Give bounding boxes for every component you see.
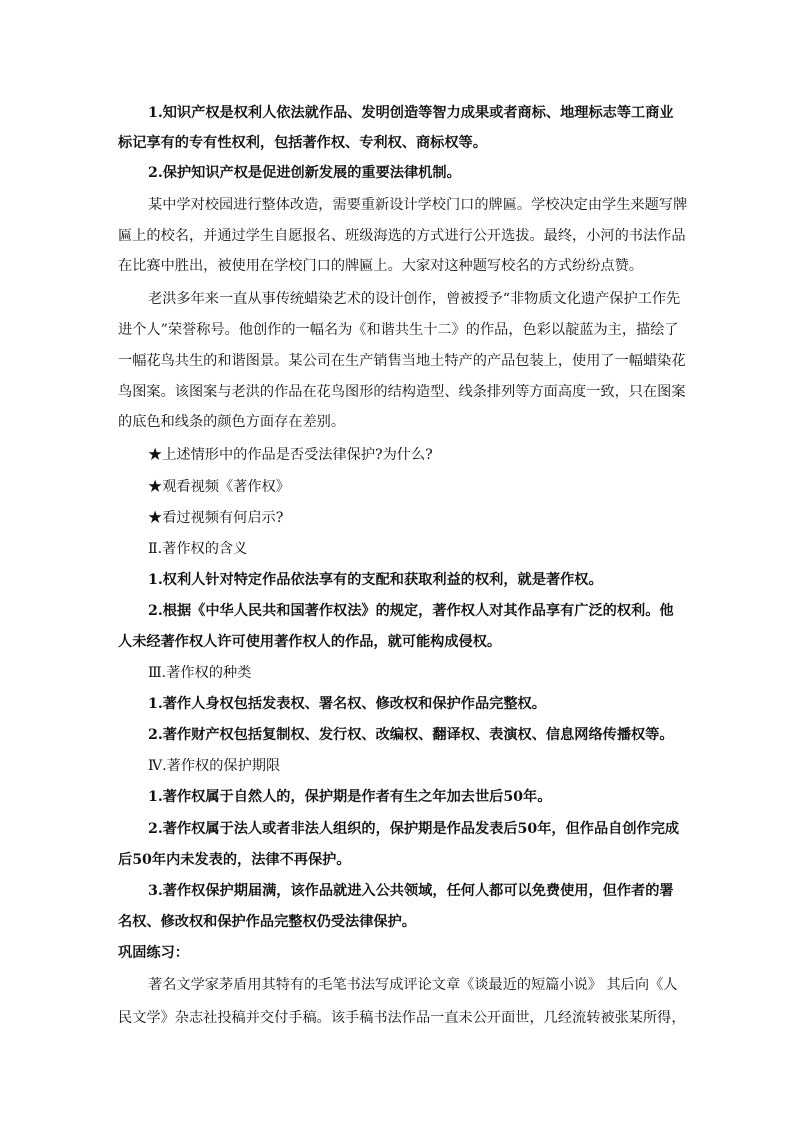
paragraph-line: 进个人”荣誉称号。他创作的一幅名为《和谐共生十二》的作品，色彩以靛蓝为主，描绘了 — [118, 322, 679, 338]
section-heading: Ⅳ.著作权的保护期限 — [148, 758, 281, 774]
paragraph-line: 标记享有的专有性权利，包括著作权、专利权、商标权等。 — [118, 135, 487, 151]
section-heading: Ⅱ.著作权的含义 — [148, 541, 248, 557]
paragraph-line: 名权、修改权和保护作品完整权仍受法律保护。 — [118, 914, 416, 930]
paragraph-line: 的底色和线条的颜色方面存在差别。 — [118, 414, 346, 430]
paragraph-line: 3.著作权保护期届满，该作品就进入公共领域，任何人都可以免费使用，但作者的署 — [148, 883, 674, 899]
section-heading: Ⅲ.著作权的种类 — [148, 665, 252, 681]
paragraph-line: 2.著作财产权包括复制权、发行权、改编权、翻译权、表演权、信息网络传播权等。 — [148, 727, 674, 743]
practice-heading: 巩固练习： — [118, 945, 189, 961]
paragraph-line: 人未经著作权人许可使用著作权人的作品，就可能构成侵权。 — [118, 634, 502, 650]
paragraph-line: 某中学对校园进行整体改造，需要重新设计学校门口的牌匾。学校决定由学生来题写牌 — [148, 197, 688, 213]
question-item: ★看过视频有何启示? — [148, 510, 284, 526]
paragraph-line: 在比赛中胜出，被使用在学校门口的牌匾上。大家对这种题写校名的方式纷纷点赞。 — [118, 258, 643, 274]
question-item: ★上述情形中的作品是否受法律保护?为什么? — [148, 447, 433, 463]
question-item: ★观看视频《著作权》 — [148, 479, 290, 495]
paragraph-line: 1.著作权属于自然人的，保护期是作者有生之年加去世后50年。 — [148, 789, 552, 805]
paragraph-line: 民文学》杂志社投稿并交付手稿。该手稿书法作品一直未公开面世，几经流转被张某所得， — [118, 1010, 686, 1026]
paragraph-line: 后50年内未发表的，法律不再保护。 — [118, 852, 351, 868]
paragraph-line: 1.著作人身权包括发表权、署名权、修改权和保护作品完整权。 — [148, 696, 546, 712]
paragraph-line: 著名文学家茅盾用其特有的毛笔书法写成评论文章《谈最近的短篇小说》 其后向《人 — [148, 977, 678, 993]
paragraph-line: 一幅花鸟共生的和谐图景。某公司在生产销售当地土特产的产品包装上，使用了一幅蜡染花 — [118, 353, 686, 369]
paragraph-line: 2.保护知识产权是促进创新发展的重要法律机制。 — [148, 165, 461, 181]
paragraph-line: 匾上的校名，并通过学生自愿报名、班级海选的方式进行公开选拔。最终，小河的书法作品 — [118, 228, 686, 244]
paragraph-line: 2.根据《中华人民共和国著作权法》的规定，著作权人对其作品享有广泛的权利。他 — [148, 603, 674, 619]
paragraph-line: 鸟图案。该图案与老洪的作品在花鸟图形的结构造型、线条排列等方面高度一致，只在图案 — [118, 384, 686, 400]
paragraph-line: 2.著作权属于法人或者非法人组织的，保护期是作品发表后50年，但作品自创作完成 — [148, 821, 680, 837]
paragraph-line: 老洪多年来一直从事传统蜡染艺术的设计创作，曾被授予“非物质文化遗产保护工作先 — [148, 291, 681, 307]
paragraph-line: 1.知识产权是权利人依法就作品、发明创造等智力成果或者商标、地理标志等工商业 — [148, 105, 674, 121]
paragraph-line: 1.权利人针对特定作品依法享有的支配和获取利益的权利，就是著作权。 — [148, 572, 603, 588]
